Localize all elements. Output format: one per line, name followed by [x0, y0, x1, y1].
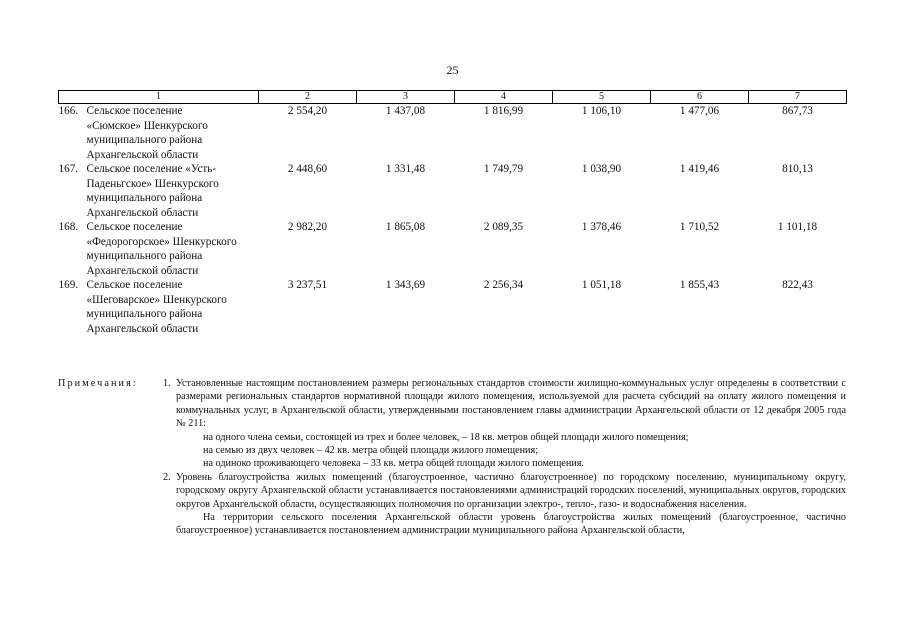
- settlement-name: Сельское поселение «Усть- Паденьгское» Шенкурского муниципального района Архангельской области: [86, 163, 219, 219]
- value-cell: 1 051,18: [581, 279, 622, 291]
- settlement-name: Сельское поселение «Федорогорское» Шенкурского муниципального района Архангельской области: [86, 221, 237, 277]
- notes-section: [58, 377, 846, 538]
- value-cell: 867,73: [782, 105, 813, 117]
- settlement-cell: [59, 104, 259, 163]
- value-cell: 1 865,08: [385, 221, 426, 233]
- value-cell: 2 554,20: [287, 105, 328, 117]
- value-cell: 1 710,52: [679, 221, 720, 233]
- column-header: 4: [455, 91, 553, 104]
- settlement-name: Сельское поселение «Шеговарское» Шенкурского муниципального района Архангельской области: [86, 279, 227, 335]
- note-number: 2.: [163, 471, 171, 483]
- value-cell: 1 419,46: [679, 163, 720, 175]
- table-row: [59, 220, 847, 278]
- note-subitem: на семью из двух человек – 42 кв. метра общей площади жилого помещения;: [203, 445, 539, 457]
- note-item: [163, 377, 846, 471]
- value-cell: 822,43: [782, 279, 813, 291]
- value-cell: 1 038,90: [581, 163, 622, 175]
- value-cell: 1 855,43: [679, 279, 720, 291]
- table-row: [59, 162, 847, 220]
- note-text: Установленные настоящим постановлением размеры региональных стандартов стоимости жилищно-коммунальных услуг определены в соответствии с размерами региональных стандартов нормативной площади жилого помещения, используемой для расчета субсидий на оплату жилого помещения и коммунальных услуг, в Архангельской области, утвержденными постановлением главы администрации Архангельской области от 12 декабря 2005 года № 211:: [176, 378, 846, 430]
- table-row: [59, 278, 847, 336]
- value-cell: 1 331,48: [385, 163, 426, 175]
- value-cell: 1 437,08: [385, 105, 426, 117]
- note-subitem: на одного члена семьи, состоящей из трех и более человек, – 18 кв. метров общей площади жилого помещения;: [203, 431, 689, 443]
- settlement-cell: [59, 162, 259, 220]
- page-number: 25: [446, 63, 459, 77]
- column-header: 6: [651, 91, 749, 104]
- table-row: [59, 104, 847, 163]
- column-header: 5: [553, 91, 651, 104]
- note-item: [163, 471, 846, 538]
- value-cell: 1 816,99: [483, 105, 524, 117]
- column-header: 2: [259, 91, 357, 104]
- value-cell: 3 237,51: [287, 279, 328, 291]
- column-number-header: [59, 91, 847, 104]
- value-cell: 2 089,35: [483, 221, 524, 233]
- value-cell: 2 448,60: [287, 163, 328, 175]
- settlement-cell: [59, 220, 259, 278]
- column-header: 7: [749, 91, 847, 104]
- settlement-cell: [59, 278, 259, 336]
- note-subitem: на одиноко проживающего человека – 33 кв. метра общей площади жилого помещения.: [203, 458, 584, 470]
- row-number: 168.: [58, 221, 79, 233]
- value-cell: 1 106,10: [581, 105, 622, 117]
- notes-label: Примечания:: [58, 378, 138, 389]
- value-cell: 1 343,69: [385, 279, 426, 291]
- value-cell: 1 477,06: [679, 105, 720, 117]
- row-number: 166.: [58, 105, 79, 117]
- value-cell: 2 982,20: [287, 221, 328, 233]
- row-number: 167.: [58, 163, 79, 175]
- note-number: 1.: [163, 378, 171, 389]
- standards-table: [58, 90, 847, 336]
- column-header: 3: [357, 91, 455, 104]
- note-text: Уровень благоустройства жилых помещений (благоустроенное, частично благоустроенное) по городскому поселению, муниципальному округу, городскому округу Архангельской области устанавливается постановлениями администраций городских поселений, муниципальных округов, городских округов Архангельской области, осуществляющих полномочия по организации электро-, тепло-, газо- и водоснабжения населения.: [176, 471, 846, 510]
- value-cell: 1 749,79: [483, 163, 524, 175]
- note-paragraph: На территории сельского поселения Архангельской области уровень благоустройства жилых помещений (благоустроенное, частично благоустроенное) устанавливается постановлением администрации муниципального района Архангельской области,: [176, 512, 846, 537]
- value-cell: 1 101,18: [777, 221, 818, 233]
- row-number: 169.: [58, 279, 79, 291]
- value-cell: 1 378,46: [581, 221, 622, 233]
- settlement-name: Сельское поселение «Сюмское» Шенкурского муниципального района Архангельской области: [86, 105, 208, 161]
- value-cell: 2 256,34: [483, 279, 524, 291]
- value-cell: 810,13: [782, 163, 813, 175]
- column-header: 1: [59, 91, 259, 104]
